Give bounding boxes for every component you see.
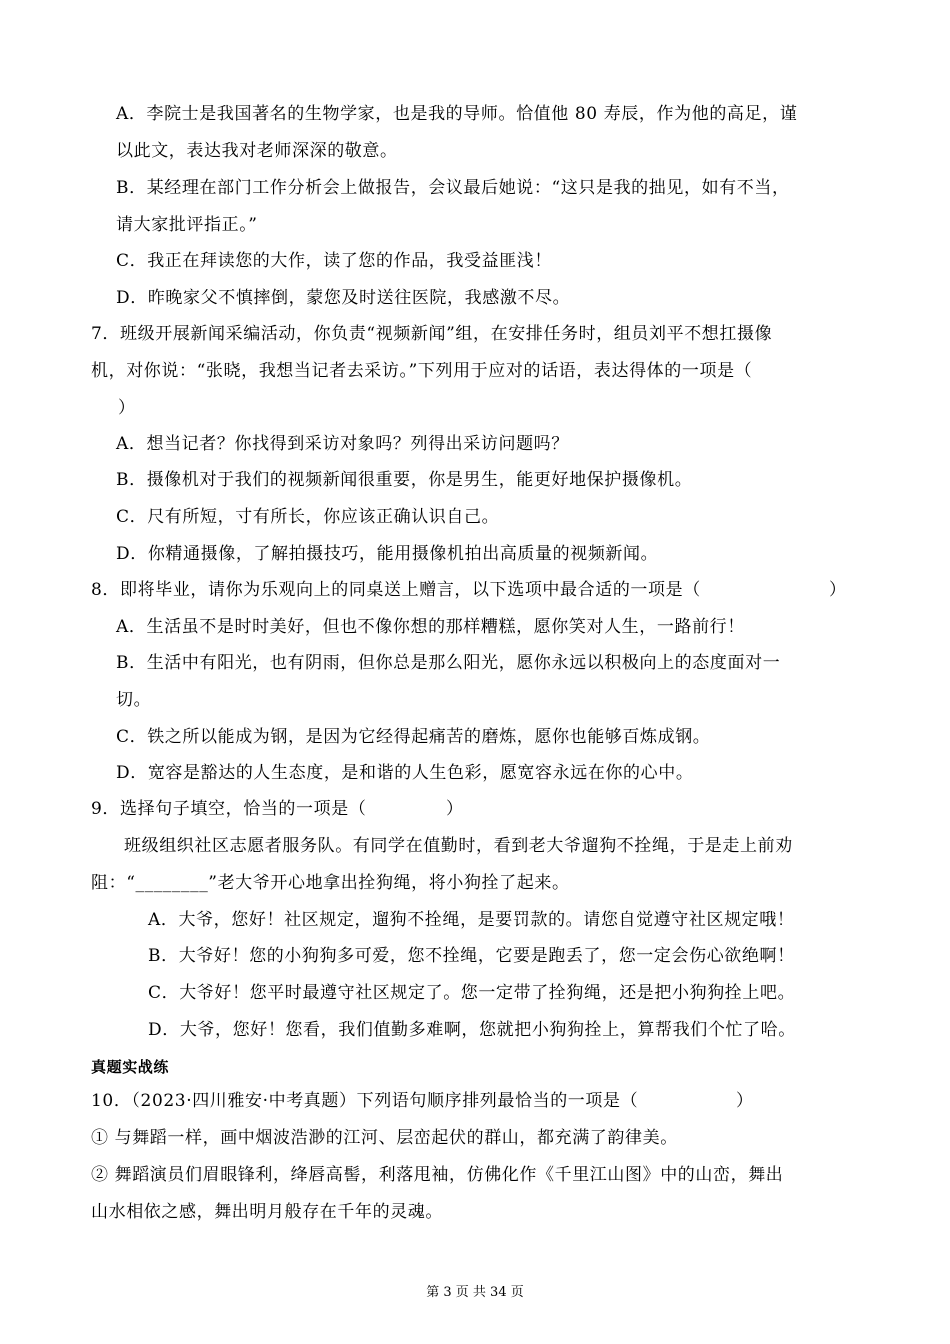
q6-option-d: D．昨晚家父不慎摔倒，蒙您及时送往医院，我感激不尽。 [116,288,571,308]
q9-option-a: A．大爷，您好！社区规定，遛狗不拴绳，是要罚款的。请您自觉遵守社区规定哦！ [148,910,795,930]
q6-option-a-line2: 以此文，表达我对老师深深的敬意。 [116,141,398,161]
q8-option-a: A．生活虽不是时时美好，但也不像你想的那样糟糕，愿你笑对人生，一路前行！ [116,617,745,637]
section-title: 真题实战练 [91,1058,170,1076]
q7-stem-line2: 机，对你说：“张晓，我想当记者去采访。”下列用于应对的话语，表达得体的一项是（ [91,361,753,381]
q9-option-b: B．大爷好！您的小狗狗多可爱，您不拴绳，它要是跑丢了，您一定会伤心欲绝啊！ [148,946,795,966]
q9-passage-line1: 班级组织社区志愿者服务队。有同学在值勤时，看到老大爷遛狗不拴绳，于是走上前劝 [124,836,793,856]
q10-sentence-2-line2: 山水相依之感，舞出明月般存在千年的灵魂。 [91,1202,443,1222]
q9-stem-close-paren: ） [446,799,464,819]
q8-stem: 8．即将毕业，请你为乐观向上的同桌送上赠言，以下选项中最合适的一项是（ [91,580,701,600]
q8-option-d: D．宽容是豁达的人生态度，是和谐的人生色彩，愿宽容永远在你的心中。 [116,763,694,783]
q7-stem-line3: ） [118,398,136,418]
q8-option-b-line2: 切。 [116,690,152,710]
q7-stem-line1: 7．班级开展新闻采编活动，你负责“视频新闻”组，在安排任务时，组员刘平不想扛摄像 [91,324,773,344]
q6-option-a-line1: A．李院士是我国著名的生物学家，也是我的导师。恰值他 80 寿辰，作为他的高足，谨 [116,104,798,124]
q6-option-b-line1: B．某经理在部门工作分析会上做报告，会议最后她说：“这只是我的拙见，如有不当， [116,178,790,198]
q10-sentence-2-line1: ② 舞蹈演员们眉眼锋利，绛唇高髻，利落甩袖，仿佛化作《千里江山图》中的山峦，舞出 [91,1165,784,1185]
q9-option-d: D．大爷，您好！您看，我们值勤多难啊，您就把小狗狗拴上，算帮我们个忙了哈。 [148,1020,796,1040]
q6-option-c: C．我正在拜读您的大作，读了您的作品，我受益匪浅！ [116,251,553,271]
q9-stem: 9．选择句子填空，恰当的一项是（ [91,799,367,819]
q8-option-b-line1: B．生活中有阳光，也有阴雨，但你总是那么阳光，愿你永远以积极向上的态度面对一 [116,653,781,673]
q7-option-c: C．尺有所短，寸有所长，你应该正确认识自己。 [116,507,500,527]
q7-option-d: D．你精通摄像，了解拍摄技巧，能用摄像机拍出高质量的视频新闻。 [116,544,659,564]
q8-option-c: C．铁之所以能成为钢，是因为它经得起痛苦的磨炼，愿你也能够百炼成钢。 [116,727,711,747]
q10-stem-close-paren: ） [736,1091,754,1111]
q6-option-b-line2: 请大家批评指正。” [116,215,258,235]
q10-stem: 10．（2023·四川雅安·中考真题）下列语句顺序排列最恰当的一项是（ [91,1091,639,1111]
page-footer: 第 3 页 共 34 页 [426,1285,524,1300]
q8-stem-close-paren: ） [829,580,847,600]
q9-passage-line2: 阻：“________”老大爷开心地拿出拴狗绳，将小狗拴了起来。 [91,873,570,893]
q10-sentence-1: ① 与舞蹈一样，画中烟波浩渺的江河、层峦起伏的群山，都充满了韵律美。 [91,1128,678,1148]
q9-option-c: C．大爷好！您平时最遵守社区规定了。您一定带了拴狗绳，还是把小狗狗拴上吧。 [148,983,796,1003]
q7-option-a: A．想当记者？你找得到采访对象吗？列得出采访问题吗？ [116,434,569,454]
q7-option-b: B．摄像机对于我们的视频新闻很重要，你是男生，能更好地保护摄像机。 [116,470,693,490]
